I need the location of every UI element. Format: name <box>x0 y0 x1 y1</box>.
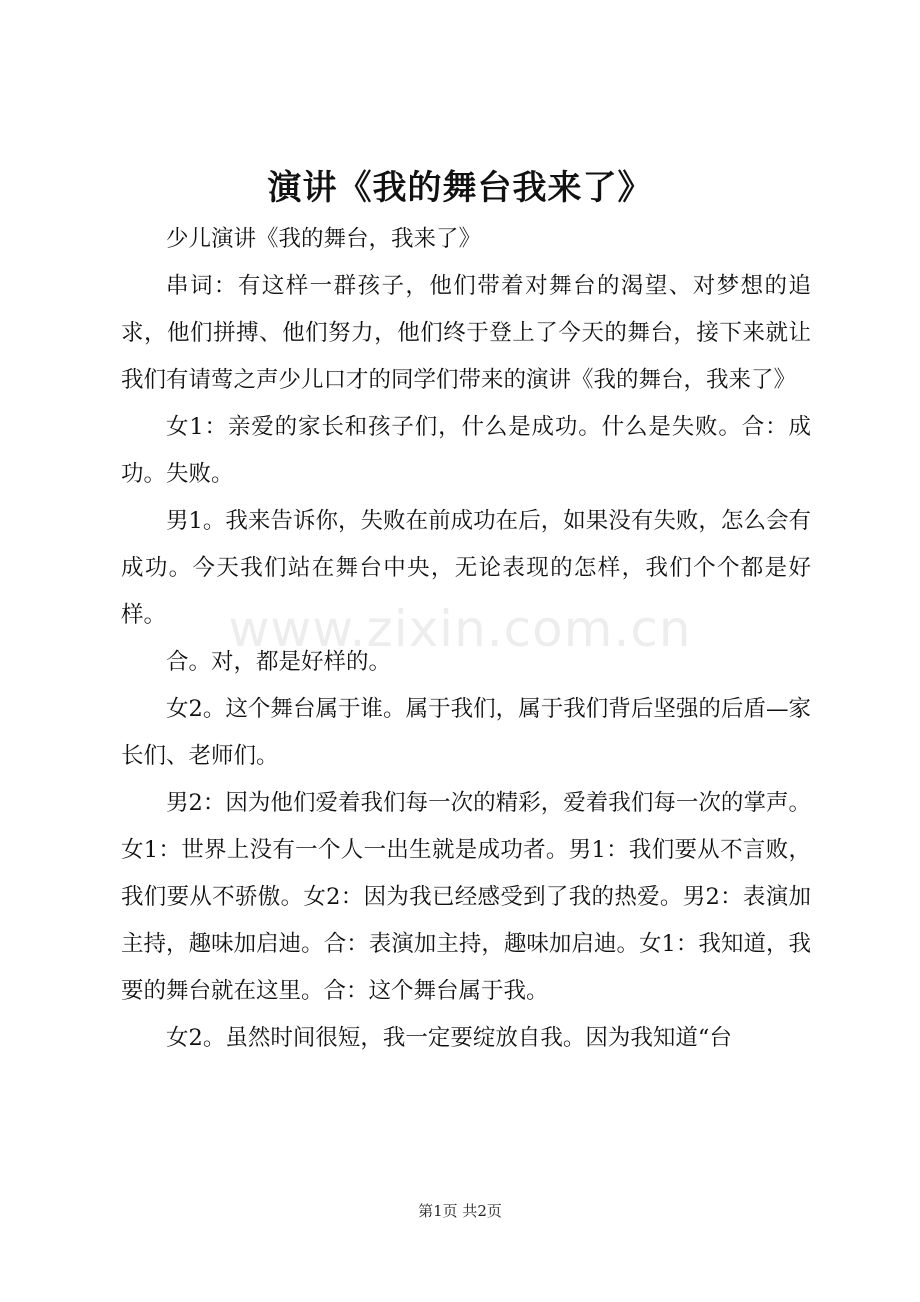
paragraph: 男2：因为他们爱着我们每一次的精彩，爱着我们每一次的掌声。女1：世界上没有一个人一出生就是成功者。男1：我们要从不言败，我们要从不骄傲。女2：因为我已经感受到了我的热爱。男2：表演加主持，趣味加启迪。合：表演加主持，趣味加启迪。女1：我知道，我要的舞台就在这里。合：这个舞台属于我。 <box>121 790 811 1004</box>
paragraph: 少儿演讲《我的舞台，我来了》 <box>166 226 482 252</box>
paragraph: 女2。虽然时间很短，我一定要绽放自我。因为我知道“台 <box>166 1025 732 1051</box>
paragraph: 合。对，都是好样的。 <box>166 649 392 675</box>
document-body <box>121 216 811 1062</box>
paragraph: 女2。这个舞台属于谁。属于我们，属于我们背后坚强的后盾—家长们、老师们。 <box>121 696 811 769</box>
page-footer: 第1页 共2页 <box>418 1202 502 1220</box>
paragraph: 女1：亲爱的家长和孩子们，什么是成功。什么是失败。合：成功。失败。 <box>121 414 811 487</box>
paragraph: 男1。我来告诉你，失败在前成功在后，如果没有失败，怎么会有成功。今天我们站在舞台中央，无论表现的怎样，我们个个都是好样。 <box>121 508 811 628</box>
watermark: www.zixin.com.cn <box>228 600 692 658</box>
document-title: 演讲《我的舞台我来了》 <box>267 168 653 208</box>
paragraph: 串词：有这样一群孩子，他们带着对舞台的渴望、对梦想的追求，他们拼搏、他们努力，他们终于登上了今天的舞台，接下来就让我们有请莺之声少儿口才的同学们带来的演讲《我的舞台，我来了》 <box>121 273 811 393</box>
